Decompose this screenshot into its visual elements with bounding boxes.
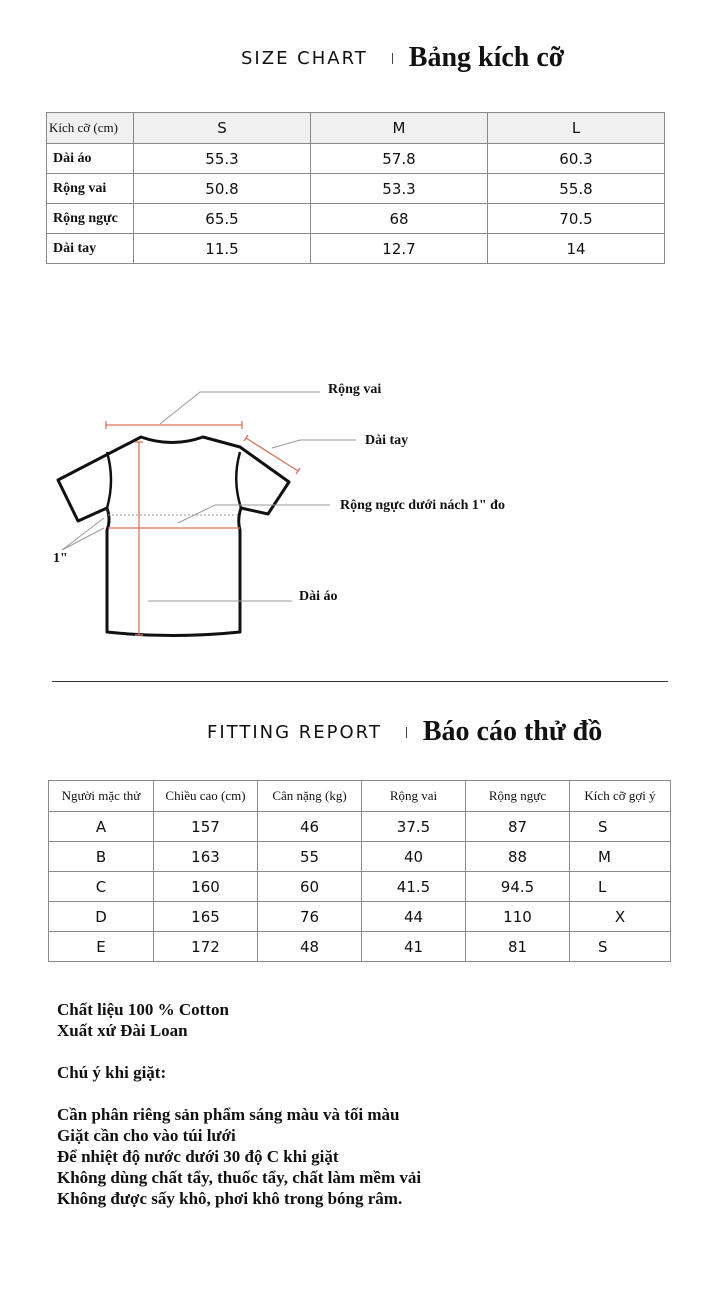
armhole-curve-right (236, 452, 241, 508)
table-cell: 81 (466, 932, 570, 962)
row-label: Rộng ngực (47, 204, 134, 234)
table-cell: C (49, 872, 154, 902)
size-chart-title-en: SIZE CHART (241, 47, 368, 69)
table-cell: A (49, 812, 154, 842)
table-row (49, 872, 671, 902)
size-chart-title-vi: Bảng kích cỡ (408, 42, 565, 73)
title-separator (392, 53, 393, 64)
measure-lines (106, 421, 300, 635)
table-cell: S (570, 932, 671, 962)
spacer (57, 1041, 421, 1062)
table-row (49, 812, 671, 842)
spacer (57, 1083, 421, 1104)
table-cell: 12.7 (311, 234, 488, 264)
table-row (49, 902, 671, 932)
size-chart-title (241, 42, 564, 74)
table-cell: 165 (154, 902, 258, 932)
size-table-header-cell: S (134, 113, 311, 144)
table-cell: 87 (466, 812, 570, 842)
table-cell: 44 (362, 902, 466, 932)
table-cell: 14 (488, 234, 665, 264)
table-cell: 160 (154, 872, 258, 902)
fitting-report-title-en: FITTING REPORT (207, 721, 382, 743)
table-cell: 53.3 (311, 174, 488, 204)
table-cell: 68 (311, 204, 488, 234)
table-cell: E (49, 932, 154, 962)
table-cell: B (49, 842, 154, 872)
wash-item: Không được sấy khô, phơi khô trong bóng râm. (57, 1189, 403, 1208)
table-cell: L (570, 872, 671, 902)
table-cell: 76 (258, 902, 362, 932)
fit-table-header-cell: Rộng vai (362, 781, 466, 812)
table-cell: 65.5 (134, 204, 311, 234)
row-label: Rộng vai (47, 174, 134, 204)
table-cell: X (570, 902, 671, 932)
size-table-header-row (47, 113, 665, 144)
fit-table-header-cell: Người mặc thử (49, 781, 154, 812)
table-cell: 94.5 (466, 872, 570, 902)
table-row (47, 204, 665, 234)
table-cell: 60.3 (488, 144, 665, 174)
armhole-curve-left (107, 452, 111, 508)
table-cell: 57.8 (311, 144, 488, 174)
table-cell: 50.8 (134, 174, 311, 204)
size-table-header-cell: L (488, 113, 665, 144)
fitting-report-title (207, 716, 602, 748)
table-cell: 55.3 (134, 144, 311, 174)
table-cell: M (570, 842, 671, 872)
row-label: Dài tay (47, 234, 134, 264)
body-length-label: Dài áo (299, 589, 338, 604)
inch-label: 1" (53, 551, 68, 566)
table-cell: 48 (258, 932, 362, 962)
table-cell: 60 (258, 872, 362, 902)
table-cell: S (570, 812, 671, 842)
section-divider (52, 681, 668, 682)
table-row (47, 174, 665, 204)
wash-item: Không dùng chất tẩy, thuốc tẩy, chất làm mềm vải (57, 1168, 422, 1187)
table-cell: 37.5 (362, 812, 466, 842)
table-cell: 110 (466, 902, 570, 932)
wash-item: Cần phân riêng sản phẩm sáng màu và tối màu (57, 1105, 400, 1124)
fitting-report-title-vi: Báo cáo thử đồ (422, 716, 603, 747)
care-notes (57, 999, 421, 1209)
fit-table-header-cell: Kích cỡ gợi ý (570, 781, 671, 812)
fit-table-header-cell: Rộng ngực (466, 781, 570, 812)
fitting-report-table (48, 780, 671, 962)
fit-table-header-cell: Chiều cao (cm) (154, 781, 258, 812)
table-cell: 40 (362, 842, 466, 872)
row-label: Dài áo (47, 144, 134, 174)
title-separator (406, 727, 407, 738)
wash-item: Giặt cần cho vào túi lưới (57, 1126, 236, 1145)
chest-width-label: Rộng ngực dưới nách 1" đo (340, 498, 505, 513)
fit-table-header-cell: Cân nặng (kg) (258, 781, 362, 812)
table-row (49, 932, 671, 962)
table-cell: 172 (154, 932, 258, 962)
material-text: Chất liệu 100 % Cotton (57, 1000, 229, 1019)
table-cell: 70.5 (488, 204, 665, 234)
size-table-header-cell: M (311, 113, 488, 144)
origin-text: Xuất xứ Đài Loan (57, 1021, 188, 1040)
table-cell: 55.8 (488, 174, 665, 204)
size-chart-table (46, 112, 665, 264)
wash-item: Để nhiệt độ nước dưới 30 độ C khi giặt (57, 1147, 339, 1166)
table-row (47, 234, 665, 264)
table-cell: 157 (154, 812, 258, 842)
fit-table-header-row (49, 781, 671, 812)
tshirt-outline (58, 437, 289, 636)
table-row (49, 842, 671, 872)
size-table-header-cell: Kích cỡ (cm) (47, 113, 134, 144)
table-cell: 46 (258, 812, 362, 842)
sleeve-length-label: Dài tay (365, 433, 409, 448)
table-row (47, 144, 665, 174)
table-cell: 41.5 (362, 872, 466, 902)
table-cell: 163 (154, 842, 258, 872)
table-cell: 55 (258, 842, 362, 872)
table-cell: D (49, 902, 154, 932)
table-cell: 88 (466, 842, 570, 872)
table-cell: 41 (362, 932, 466, 962)
shoulder-width-label: Rộng vai (328, 382, 382, 397)
wash-title: Chú ý khi giặt: (57, 1063, 167, 1082)
table-cell: 11.5 (134, 234, 311, 264)
